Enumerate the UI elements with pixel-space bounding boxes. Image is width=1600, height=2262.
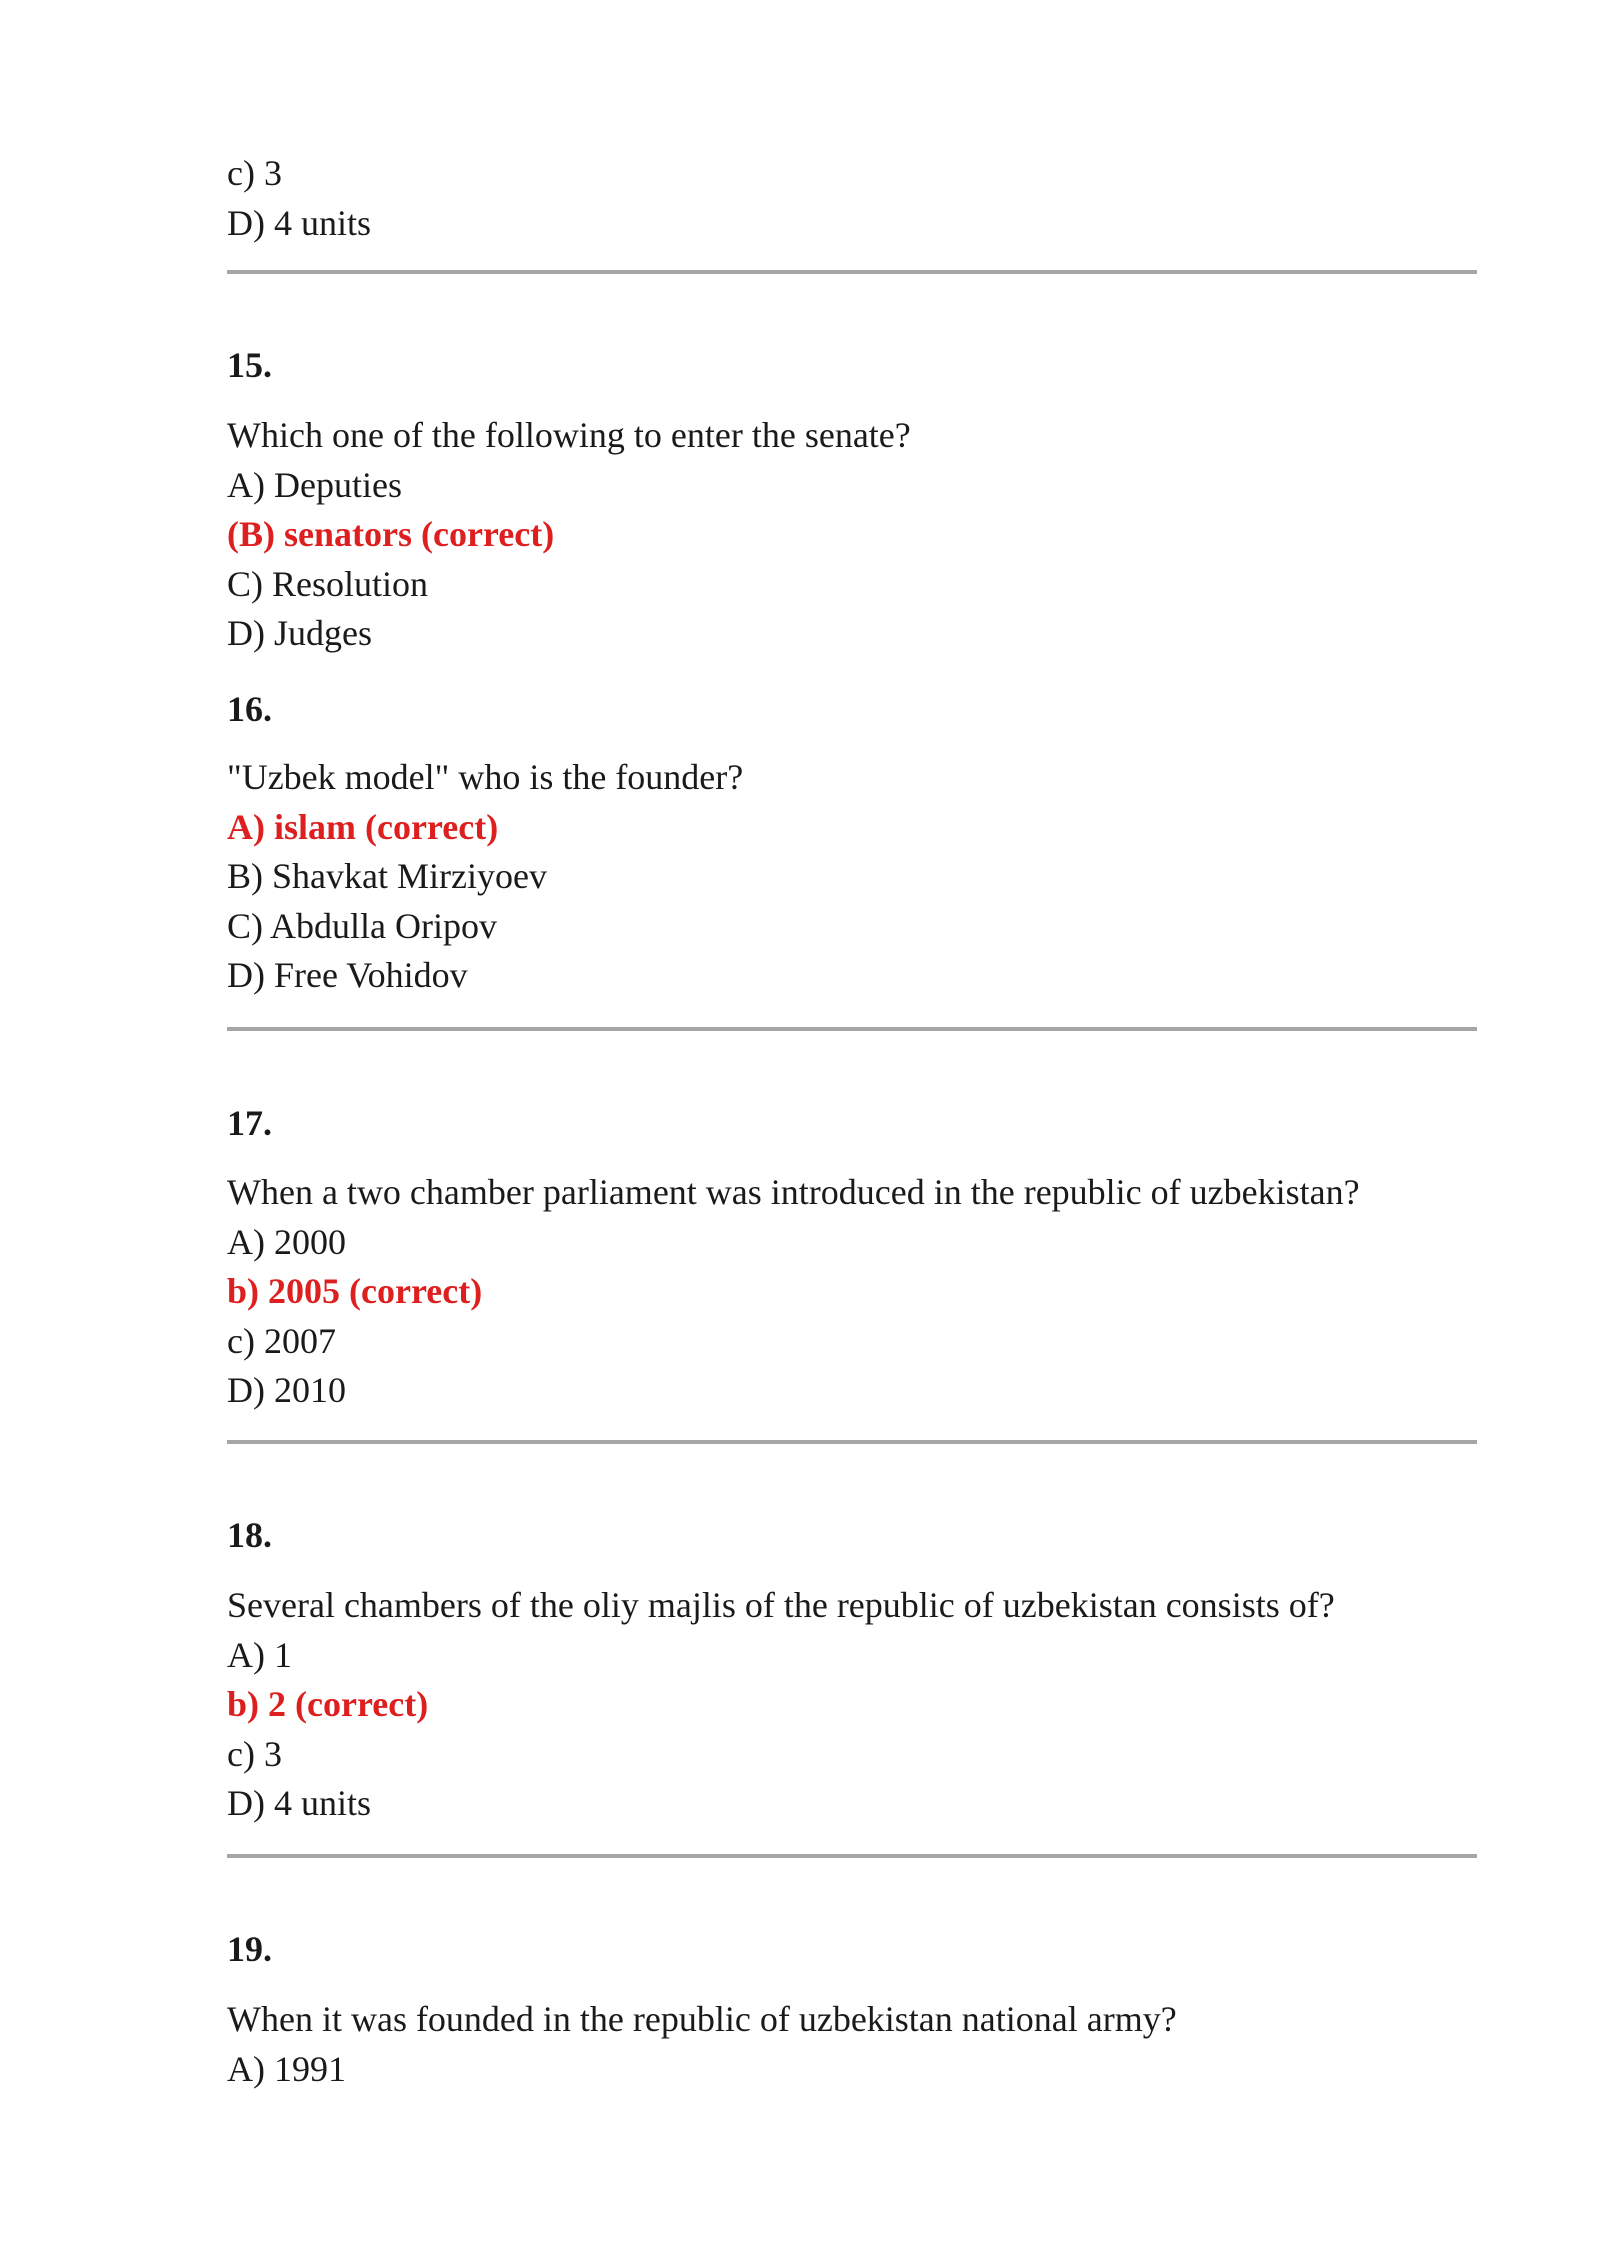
question-block <box>227 1995 1177 2094</box>
option-correct: (B) senators (correct) <box>227 514 555 554</box>
option-correct: A) islam (correct) <box>227 806 499 847</box>
option: D) 4 units <box>227 1783 371 1823</box>
option: A) 1991 <box>227 2048 346 2089</box>
question-text: Several chambers of the oliy majlis of the republic of uzbekistan consists of? <box>227 1585 1335 1625</box>
option: A) 1 <box>227 1634 292 1675</box>
question-number: 19. <box>227 1929 272 1969</box>
question-block <box>227 753 743 1001</box>
option: c) 2007 <box>227 1320 336 1361</box>
question-text: "Uzbek model" who is the founder? <box>227 757 744 797</box>
question-text: When it was founded in the republic of uzbekistan national army? <box>227 1999 1177 2039</box>
question-block <box>227 1581 1335 1829</box>
divider <box>227 1027 1477 1031</box>
option: A) Deputies <box>227 464 402 505</box>
option: c) 3 <box>227 153 282 193</box>
question-text: Which one of the following to enter the senate? <box>227 415 911 455</box>
question-number: 17. <box>227 1103 272 1143</box>
option: D) 2010 <box>227 1370 346 1410</box>
option: C) Abdulla Oripov <box>227 905 497 946</box>
option: D) Judges <box>227 613 372 653</box>
question-number: 16. <box>227 689 272 729</box>
question-number: 18. <box>227 1515 272 1555</box>
question-text: When a two chamber parliament was introduced in the republic of uzbekistan? <box>227 1172 1360 1212</box>
question-block <box>227 1168 1360 1416</box>
option: c) 3 <box>227 1733 282 1774</box>
continuation-options <box>227 149 371 248</box>
option-correct: b) 2005 (correct) <box>227 1271 483 1311</box>
option: C) Resolution <box>227 563 429 604</box>
divider <box>227 1440 1477 1444</box>
option: D) Free Vohidov <box>227 955 468 995</box>
option: D) 4 units <box>227 202 371 243</box>
divider <box>227 1854 1477 1858</box>
question-block <box>227 411 911 659</box>
question-number: 15. <box>227 345 272 385</box>
option: B) Shavkat Mirziyoev <box>227 856 547 896</box>
option-correct: b) 2 (correct) <box>227 1684 429 1724</box>
divider <box>227 270 1477 274</box>
option: A) 2000 <box>227 1221 346 1262</box>
